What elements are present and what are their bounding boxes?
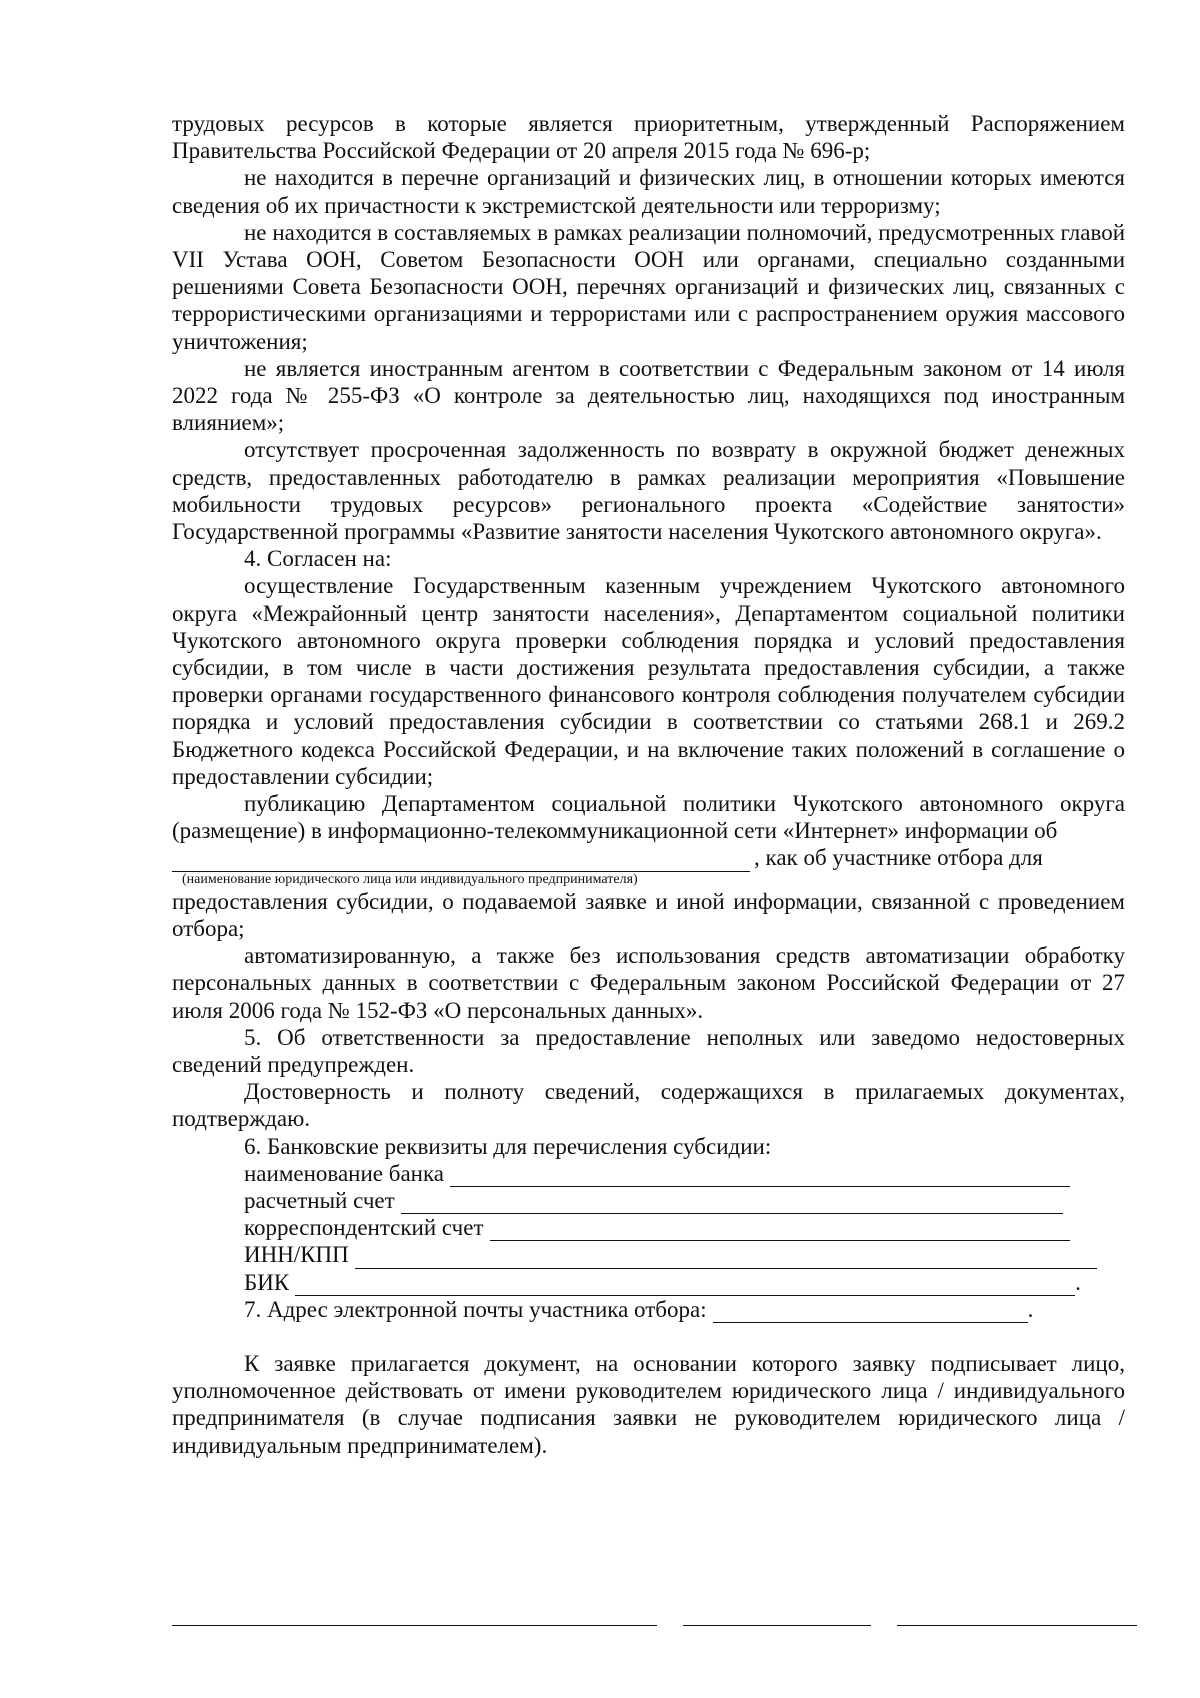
paragraph: 5. Об ответственности за предоставление неполных или заведомо недостоверных сведений предупрежден.	[172, 1024, 1125, 1077]
bank-name-row	[172, 1160, 1125, 1187]
signature-name-line[interactable]	[897, 1625, 1137, 1626]
bik-label: БИК	[244, 1269, 290, 1295]
bank-name-label: наименование банка	[244, 1160, 444, 1186]
paragraph: не находится в перечне организаций и физических лиц, в отношении которых имеются сведения об их причастности к экстремистской деятельности или терроризму;	[172, 165, 1125, 218]
bik-end: .	[1075, 1269, 1081, 1295]
bik-field[interactable]	[295, 1275, 1075, 1296]
paragraph: отсутствует просроченная задолженность по возврату в окружной бюджет денежных средств, предоставленных работодателю в рамках реализации мероприятия «Повышение мобильности трудовых ресурсов» регионального проекта «Содействие занятости» Государственной программы «Развитие занятости населения Чукотского автономного округа».	[172, 437, 1125, 545]
corr-account-label: корреспондентский счет	[244, 1215, 484, 1241]
paragraph: публикацию Департаментом социальной политики Чукотского автономного округа (размещение) в информационно-телекоммуникационной сети «Интернет» информации об	[172, 791, 1125, 844]
bik-row	[172, 1269, 1125, 1296]
corr-account-row	[172, 1214, 1125, 1241]
paragraph: предоставления субсидии, о подаваемой заявке и иной информации, связанной с проведением отбора;	[172, 888, 1125, 941]
email-field[interactable]	[713, 1302, 1028, 1323]
account-field[interactable]	[401, 1193, 1063, 1214]
inn-kpp-field[interactable]	[355, 1248, 1097, 1269]
email-end: .	[1027, 1296, 1034, 1322]
email-row	[172, 1296, 1125, 1323]
paragraph: осуществление Государственным казенным учреждением Чукотского автономного округа «Межрайонный центр занятости населения», Департаментом социальной политики Чукотского автономного округа проверки соблюдения порядка и условий предоставления субсидии, в том числе в части достижения результата предоставления субсидии, а также проверки органами государственного финансового контроля соблюдения получателем субсидии порядка и условий предоставления субсидии в соответствии со статьями 268.1 и 269.2 Бюджетного кодекса Российской Федерации, и на включение таких положений в соглашение о предоставлении субсидии;	[172, 573, 1125, 789]
field-caption: (наименование юридического лица или индивидуального предпринимателя)	[182, 871, 638, 887]
corr-account-field[interactable]	[490, 1220, 1070, 1241]
account-label: расчетный счет	[244, 1187, 395, 1213]
email-label: 7. Адрес электронной почты участника отбора:	[244, 1296, 707, 1322]
paragraph: не находится в составляемых в рамках реализации полномочий, предусмотренных главой VII Устава ООН, Советом Безопасности ООН или органами, специально созданными решениями Совета Безопасности ООН, перечнях организаций и физических лиц, связанных с террористическими организациями и террористами или с распространением оружия массового уничтожения;	[172, 219, 1125, 354]
inn-kpp-label: ИНН/КПП	[244, 1242, 349, 1268]
paragraph: трудовых ресурсов в которые является приоритетным, утвержденный Распоряжением Правительства Российской Федерации от 20 апреля 2015 года № 696-р;	[172, 111, 1125, 164]
paragraph: автоматизированную, а также без использования средств автоматизации обработку персональных данных в соответствии с Федеральным законом Российской Федерации от 27 июля 2006 года № 152-ФЗ «О персональных данных».	[172, 943, 1125, 1023]
closing-paragraph: К заявке прилагается документ, на основании которого заявку подписывает лицо, уполномоченное действовать от имени руководителем юридического лица / индивидуального предпринимателя (в случае подписания заявки не руководителем юридического лица / индивидуальным предпринимателем).	[172, 1350, 1125, 1458]
section-heading: 6. Банковские реквизиты для перечисления субсидии:	[244, 1133, 772, 1159]
publication-line-text: , как об участнике отбора для	[754, 845, 1043, 871]
document-body	[172, 110, 1125, 1459]
signature-line[interactable]	[683, 1625, 871, 1626]
participant-name-line	[172, 844, 1125, 871]
signature-position-line[interactable]	[172, 1625, 657, 1626]
account-row	[172, 1187, 1125, 1214]
inn-kpp-row	[172, 1241, 1125, 1268]
bank-name-field[interactable]	[450, 1166, 1070, 1187]
paragraph: не является иностранным агентом в соответствии с Федеральным законом от 14 июля 2022 года № 255-ФЗ «О контроле за деятельностью лиц, находящихся под иностранным влиянием»;	[172, 355, 1125, 436]
section-heading: 4. Согласен на:	[244, 546, 392, 572]
paragraph: Достоверность и полноту сведений, содержащихся в прилагаемых документах, подтверждаю.	[172, 1079, 1125, 1132]
participant-name-field[interactable]	[172, 851, 750, 872]
